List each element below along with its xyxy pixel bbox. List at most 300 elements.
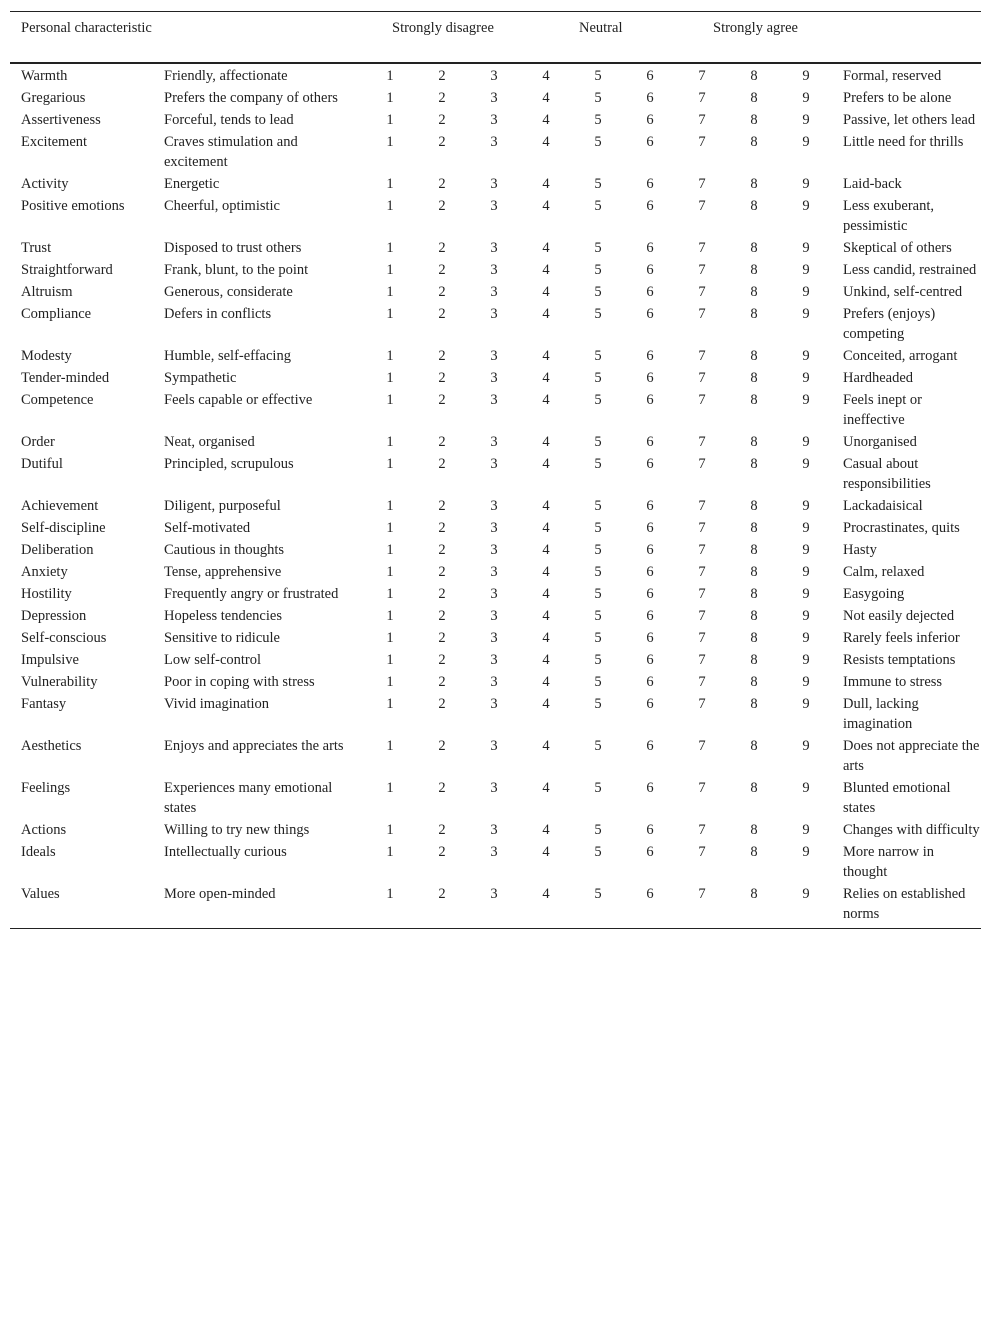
scale-value-3: 3 [490, 630, 498, 646]
scale-value-8: 8 [750, 498, 758, 514]
scale-value-7: 7 [698, 696, 706, 712]
scale-value-5: 5 [594, 284, 602, 300]
trait-high-description: Passive, let others lead [843, 112, 976, 128]
scale-value-6: 6 [646, 520, 654, 536]
scale-value-4: 4 [542, 542, 550, 558]
header-opposite [832, 12, 981, 64]
scale-value-6: 6 [646, 780, 654, 796]
trait-low-description: Neat, organised [164, 434, 255, 450]
scale-value-1: 1 [386, 306, 394, 322]
trait-high-description: Less candid, restrained [843, 262, 977, 278]
scale-value-7: 7 [698, 68, 706, 84]
scale-value-7: 7 [698, 176, 706, 192]
scale-value-3: 3 [490, 392, 498, 408]
scale-value-9: 9 [802, 652, 810, 668]
scale-value-9: 9 [802, 696, 810, 712]
scale-value-2: 2 [438, 112, 446, 128]
scale-value-1: 1 [386, 198, 394, 214]
trait-high-description: Little need for thrills [843, 134, 964, 150]
scale-value-4: 4 [542, 674, 550, 690]
table-row [10, 693, 981, 735]
scale-value-4: 4 [542, 306, 550, 322]
scale-value-8: 8 [750, 68, 758, 84]
scale-value-2: 2 [438, 780, 446, 796]
scale-value-6: 6 [646, 886, 654, 902]
trait-high-description: Unorganised [843, 434, 917, 450]
scale-value-4: 4 [542, 586, 550, 602]
scale-value-4: 4 [542, 886, 550, 902]
scale-value-2: 2 [438, 696, 446, 712]
scale-value-7: 7 [698, 262, 706, 278]
scale-value-9: 9 [802, 198, 810, 214]
scale-value-9: 9 [802, 738, 810, 754]
scale-value-4: 4 [542, 564, 550, 580]
trait-name: Compliance [21, 306, 92, 322]
scale-value-2: 2 [438, 844, 446, 860]
scale-value-1: 1 [386, 112, 394, 128]
trait-low-description: Sympathetic [164, 370, 237, 386]
scale-value-6: 6 [646, 542, 654, 558]
table-row [10, 561, 981, 583]
trait-high-description: Resists temptations [843, 652, 956, 668]
trait-name: Aesthetics [21, 738, 82, 754]
scale-value-5: 5 [594, 434, 602, 450]
scale-value-1: 1 [386, 652, 394, 668]
scale-value-1: 1 [386, 542, 394, 558]
scale-value-2: 2 [438, 822, 446, 838]
table-row [10, 303, 981, 345]
scale-value-2: 2 [438, 392, 446, 408]
scale-value-1: 1 [386, 630, 394, 646]
scale-value-2: 2 [438, 348, 446, 364]
scale-value-8: 8 [750, 176, 758, 192]
scale-value-2: 2 [438, 498, 446, 514]
scale-value-2: 2 [438, 176, 446, 192]
scale-value-9: 9 [802, 498, 810, 514]
scale-value-2: 2 [438, 434, 446, 450]
scale-value-9: 9 [802, 112, 810, 128]
trait-low-description: Enjoys and appreciates the arts [164, 738, 344, 754]
scale-value-3: 3 [490, 542, 498, 558]
table-row [10, 883, 981, 929]
trait-high-description: Hasty [843, 542, 877, 558]
table-row [10, 259, 981, 281]
table-row [10, 539, 981, 561]
scale-value-7: 7 [698, 456, 706, 472]
scale-value-1: 1 [386, 886, 394, 902]
scale-value-6: 6 [646, 240, 654, 256]
scale-value-7: 7 [698, 822, 706, 838]
scale-value-5: 5 [594, 306, 602, 322]
scale-value-7: 7 [698, 90, 706, 106]
scale-value-7: 7 [698, 240, 706, 256]
scale-value-4: 4 [542, 696, 550, 712]
scale-value-8: 8 [750, 434, 758, 450]
trait-name: Depression [21, 608, 87, 624]
scale-value-2: 2 [438, 564, 446, 580]
scale-value-3: 3 [490, 68, 498, 84]
scale-value-2: 2 [438, 306, 446, 322]
scale-value-5: 5 [594, 370, 602, 386]
scale-value-7: 7 [698, 348, 706, 364]
trait-low-description: More open-minded [164, 886, 276, 902]
trait-high-description: Hardheaded [843, 370, 914, 386]
scale-value-4: 4 [542, 262, 550, 278]
scale-value-5: 5 [594, 112, 602, 128]
trait-low-description: Self-motivated [164, 520, 251, 536]
scale-value-8: 8 [750, 456, 758, 472]
scale-value-7: 7 [698, 586, 706, 602]
scale-value-5: 5 [594, 886, 602, 902]
header-neutral: Neutral [579, 20, 623, 36]
trait-name: Excitement [21, 134, 88, 150]
trait-low-description: Intellectually curious [164, 844, 287, 860]
scale-value-2: 2 [438, 652, 446, 668]
trait-low-description: Energetic [164, 176, 220, 192]
scale-value-3: 3 [490, 674, 498, 690]
scale-value-2: 2 [438, 68, 446, 84]
trait-low-description: Disposed to trust others [164, 240, 302, 256]
table-row [10, 583, 981, 605]
scale-value-5: 5 [594, 456, 602, 472]
scale-value-8: 8 [750, 780, 758, 796]
scale-value-9: 9 [802, 564, 810, 580]
scale-value-5: 5 [594, 674, 602, 690]
trait-low-description: Experiences many emotional states [164, 780, 333, 816]
scale-value-5: 5 [594, 262, 602, 278]
scale-value-3: 3 [490, 198, 498, 214]
trait-name: Values [21, 886, 60, 902]
scale-value-1: 1 [386, 456, 394, 472]
table-row [10, 605, 981, 627]
trait-high-description: Feels inept or ineffective [843, 392, 922, 428]
scale-value-4: 4 [542, 68, 550, 84]
trait-low-description: Frank, blunt, to the point [164, 262, 309, 278]
scale-value-3: 3 [490, 176, 498, 192]
scale-value-4: 4 [542, 434, 550, 450]
scale-value-6: 6 [646, 112, 654, 128]
scale-value-1: 1 [386, 608, 394, 624]
scale-value-9: 9 [802, 608, 810, 624]
trait-name: Self-discipline [21, 520, 106, 536]
scale-value-1: 1 [386, 90, 394, 106]
scale-value-4: 4 [542, 738, 550, 754]
trait-high-description: Conceited, arrogant [843, 348, 958, 364]
scale-value-2: 2 [438, 586, 446, 602]
scale-value-4: 4 [542, 456, 550, 472]
scale-value-3: 3 [490, 520, 498, 536]
scale-value-9: 9 [802, 392, 810, 408]
scale-value-7: 7 [698, 844, 706, 860]
scale-value-2: 2 [438, 456, 446, 472]
table-row [10, 819, 981, 841]
scale-value-3: 3 [490, 306, 498, 322]
scale-value-8: 8 [750, 822, 758, 838]
scale-value-4: 4 [542, 176, 550, 192]
trait-name: Trust [21, 240, 52, 256]
scale-value-7: 7 [698, 608, 706, 624]
scale-value-2: 2 [438, 240, 446, 256]
scale-value-8: 8 [750, 564, 758, 580]
trait-high-description: Casual about responsibilities [843, 456, 931, 492]
table-body [10, 63, 981, 929]
scale-value-8: 8 [750, 198, 758, 214]
scale-value-3: 3 [490, 822, 498, 838]
table-row [10, 671, 981, 693]
scale-value-2: 2 [438, 630, 446, 646]
scale-value-1: 1 [386, 370, 394, 386]
scale-value-2: 2 [438, 608, 446, 624]
scale-value-4: 4 [542, 134, 550, 150]
scale-value-7: 7 [698, 738, 706, 754]
scale-value-7: 7 [698, 652, 706, 668]
scale-value-1: 1 [386, 498, 394, 514]
trait-name: Self-conscious [21, 630, 107, 646]
scale-value-8: 8 [750, 674, 758, 690]
trait-low-description: Frequently angry or frustrated [164, 586, 339, 602]
scale-value-5: 5 [594, 240, 602, 256]
scale-value-7: 7 [698, 630, 706, 646]
trait-name: Vulnerability [21, 674, 98, 690]
scale-value-7: 7 [698, 674, 706, 690]
scale-value-1: 1 [386, 176, 394, 192]
scale-value-7: 7 [698, 542, 706, 558]
scale-value-3: 3 [490, 240, 498, 256]
scale-value-8: 8 [750, 886, 758, 902]
scale-value-3: 3 [490, 844, 498, 860]
scale-value-9: 9 [802, 262, 810, 278]
scale-value-6: 6 [646, 370, 654, 386]
table-row [10, 87, 981, 109]
scale-value-1: 1 [386, 434, 394, 450]
table-row [10, 281, 981, 303]
scale-value-7: 7 [698, 520, 706, 536]
trait-high-description: Formal, reserved [843, 68, 942, 84]
scale-value-5: 5 [594, 520, 602, 536]
scale-value-6: 6 [646, 176, 654, 192]
scale-value-9: 9 [802, 586, 810, 602]
trait-name: Altruism [21, 284, 73, 300]
trait-name: Impulsive [21, 652, 79, 668]
scale-value-8: 8 [750, 630, 758, 646]
scale-value-6: 6 [646, 306, 654, 322]
scale-value-9: 9 [802, 68, 810, 84]
scale-value-9: 9 [802, 90, 810, 106]
table-row [10, 173, 981, 195]
scale-value-6: 6 [646, 434, 654, 450]
scale-value-3: 3 [490, 456, 498, 472]
scale-value-8: 8 [750, 738, 758, 754]
personality-table-container [10, 11, 981, 929]
scale-value-9: 9 [802, 434, 810, 450]
scale-value-9: 9 [802, 630, 810, 646]
scale-value-4: 4 [542, 608, 550, 624]
trait-name: Actions [21, 822, 67, 838]
scale-value-4: 4 [542, 112, 550, 128]
scale-value-9: 9 [802, 674, 810, 690]
scale-value-6: 6 [646, 392, 654, 408]
table-row [10, 517, 981, 539]
table-row [10, 627, 981, 649]
scale-value-6: 6 [646, 738, 654, 754]
scale-value-5: 5 [594, 68, 602, 84]
scale-value-7: 7 [698, 306, 706, 322]
table-row [10, 841, 981, 883]
trait-name: Activity [21, 176, 69, 192]
scale-value-8: 8 [750, 844, 758, 860]
scale-value-3: 3 [490, 652, 498, 668]
scale-value-6: 6 [646, 586, 654, 602]
trait-name: Achievement [21, 498, 99, 514]
trait-low-description: Sensitive to ridicule [164, 630, 280, 646]
trait-low-description: Low self-control [164, 652, 262, 668]
scale-value-4: 4 [542, 652, 550, 668]
scale-value-6: 6 [646, 284, 654, 300]
scale-value-7: 7 [698, 370, 706, 386]
trait-name: Straightforward [21, 262, 113, 278]
scale-value-5: 5 [594, 498, 602, 514]
scale-value-5: 5 [594, 348, 602, 364]
trait-high-description: Procrastinates, quits [843, 520, 960, 536]
scale-value-5: 5 [594, 564, 602, 580]
trait-low-description: Prefers the company of others [164, 90, 338, 106]
scale-value-1: 1 [386, 696, 394, 712]
scale-value-9: 9 [802, 348, 810, 364]
scale-value-8: 8 [750, 348, 758, 364]
scale-value-8: 8 [750, 696, 758, 712]
scale-value-7: 7 [698, 434, 706, 450]
scale-value-1: 1 [386, 262, 394, 278]
scale-value-5: 5 [594, 134, 602, 150]
scale-value-6: 6 [646, 198, 654, 214]
trait-low-description: Humble, self-effacing [164, 348, 291, 364]
table-row [10, 109, 981, 131]
table-row [10, 195, 981, 237]
trait-high-description: Rarely feels inferior [843, 630, 960, 646]
scale-value-4: 4 [542, 198, 550, 214]
scale-value-9: 9 [802, 780, 810, 796]
trait-low-description: Generous, considerate [164, 284, 293, 300]
scale-value-2: 2 [438, 262, 446, 278]
scale-value-8: 8 [750, 370, 758, 386]
scale-value-4: 4 [542, 520, 550, 536]
scale-value-5: 5 [594, 738, 602, 754]
scale-value-8: 8 [750, 262, 758, 278]
scale-value-5: 5 [594, 90, 602, 106]
trait-high-description: Easygoing [843, 586, 905, 602]
scale-value-3: 3 [490, 284, 498, 300]
scale-value-7: 7 [698, 198, 706, 214]
trait-name: Tender-minded [21, 370, 110, 386]
scale-value-8: 8 [750, 586, 758, 602]
trait-low-description: Willing to try new things [164, 822, 310, 838]
scale-value-9: 9 [802, 134, 810, 150]
scale-value-8: 8 [750, 520, 758, 536]
scale-value-1: 1 [386, 392, 394, 408]
scale-value-9: 9 [802, 822, 810, 838]
trait-high-description: Calm, relaxed [843, 564, 925, 580]
scale-value-1: 1 [386, 738, 394, 754]
scale-value-5: 5 [594, 392, 602, 408]
scale-value-9: 9 [802, 284, 810, 300]
scale-value-5: 5 [594, 696, 602, 712]
scale-value-6: 6 [646, 564, 654, 580]
trait-low-description: Friendly, affectionate [164, 68, 288, 84]
scale-value-1: 1 [386, 780, 394, 796]
scale-value-3: 3 [490, 780, 498, 796]
scale-value-4: 4 [542, 392, 550, 408]
header-characteristic: Personal characteristic [21, 20, 152, 36]
trait-name: Feelings [21, 780, 71, 796]
trait-high-description: Does not appreciate the arts [843, 738, 980, 774]
scale-value-4: 4 [542, 348, 550, 364]
trait-high-description: Skeptical of others [843, 240, 952, 256]
scale-value-3: 3 [490, 434, 498, 450]
scale-value-6: 6 [646, 674, 654, 690]
scale-value-2: 2 [438, 134, 446, 150]
trait-high-description: Immune to stress [843, 674, 943, 690]
scale-value-2: 2 [438, 738, 446, 754]
scale-value-7: 7 [698, 392, 706, 408]
table-row [10, 345, 981, 367]
table-row [10, 237, 981, 259]
scale-value-1: 1 [386, 284, 394, 300]
scale-value-4: 4 [542, 284, 550, 300]
scale-value-6: 6 [646, 608, 654, 624]
header-description [153, 12, 364, 64]
scale-value-9: 9 [802, 886, 810, 902]
scale-value-1: 1 [386, 844, 394, 860]
table-row [10, 389, 981, 431]
scale-value-9: 9 [802, 542, 810, 558]
scale-value-2: 2 [438, 370, 446, 386]
table-row [10, 649, 981, 671]
scale-value-3: 3 [490, 738, 498, 754]
trait-low-description: Cheerful, optimistic [164, 198, 280, 214]
scale-value-1: 1 [386, 348, 394, 364]
trait-high-description: Blunted emotional states [843, 780, 951, 816]
scale-value-3: 3 [490, 608, 498, 624]
trait-high-description: Dull, lacking imagination [843, 696, 919, 732]
trait-name: Ideals [21, 844, 56, 860]
scale-value-8: 8 [750, 284, 758, 300]
scale-value-6: 6 [646, 498, 654, 514]
scale-value-8: 8 [750, 134, 758, 150]
scale-value-7: 7 [698, 564, 706, 580]
scale-value-9: 9 [802, 240, 810, 256]
scale-value-3: 3 [490, 262, 498, 278]
trait-high-description: Relies on established norms [843, 886, 966, 922]
scale-value-5: 5 [594, 608, 602, 624]
scale-value-5: 5 [594, 844, 602, 860]
table-row [10, 735, 981, 777]
trait-low-description: Vivid imagination [164, 696, 270, 712]
scale-value-5: 5 [594, 652, 602, 668]
scale-value-4: 4 [542, 90, 550, 106]
trait-name: Anxiety [21, 564, 68, 580]
scale-value-6: 6 [646, 456, 654, 472]
scale-value-3: 3 [490, 348, 498, 364]
header-scale [364, 12, 832, 64]
scale-value-6: 6 [646, 134, 654, 150]
scale-value-5: 5 [594, 780, 602, 796]
scale-value-7: 7 [698, 498, 706, 514]
scale-value-6: 6 [646, 822, 654, 838]
scale-value-8: 8 [750, 652, 758, 668]
trait-low-description: Diligent, purposeful [164, 498, 281, 514]
scale-value-9: 9 [802, 306, 810, 322]
scale-value-2: 2 [438, 520, 446, 536]
